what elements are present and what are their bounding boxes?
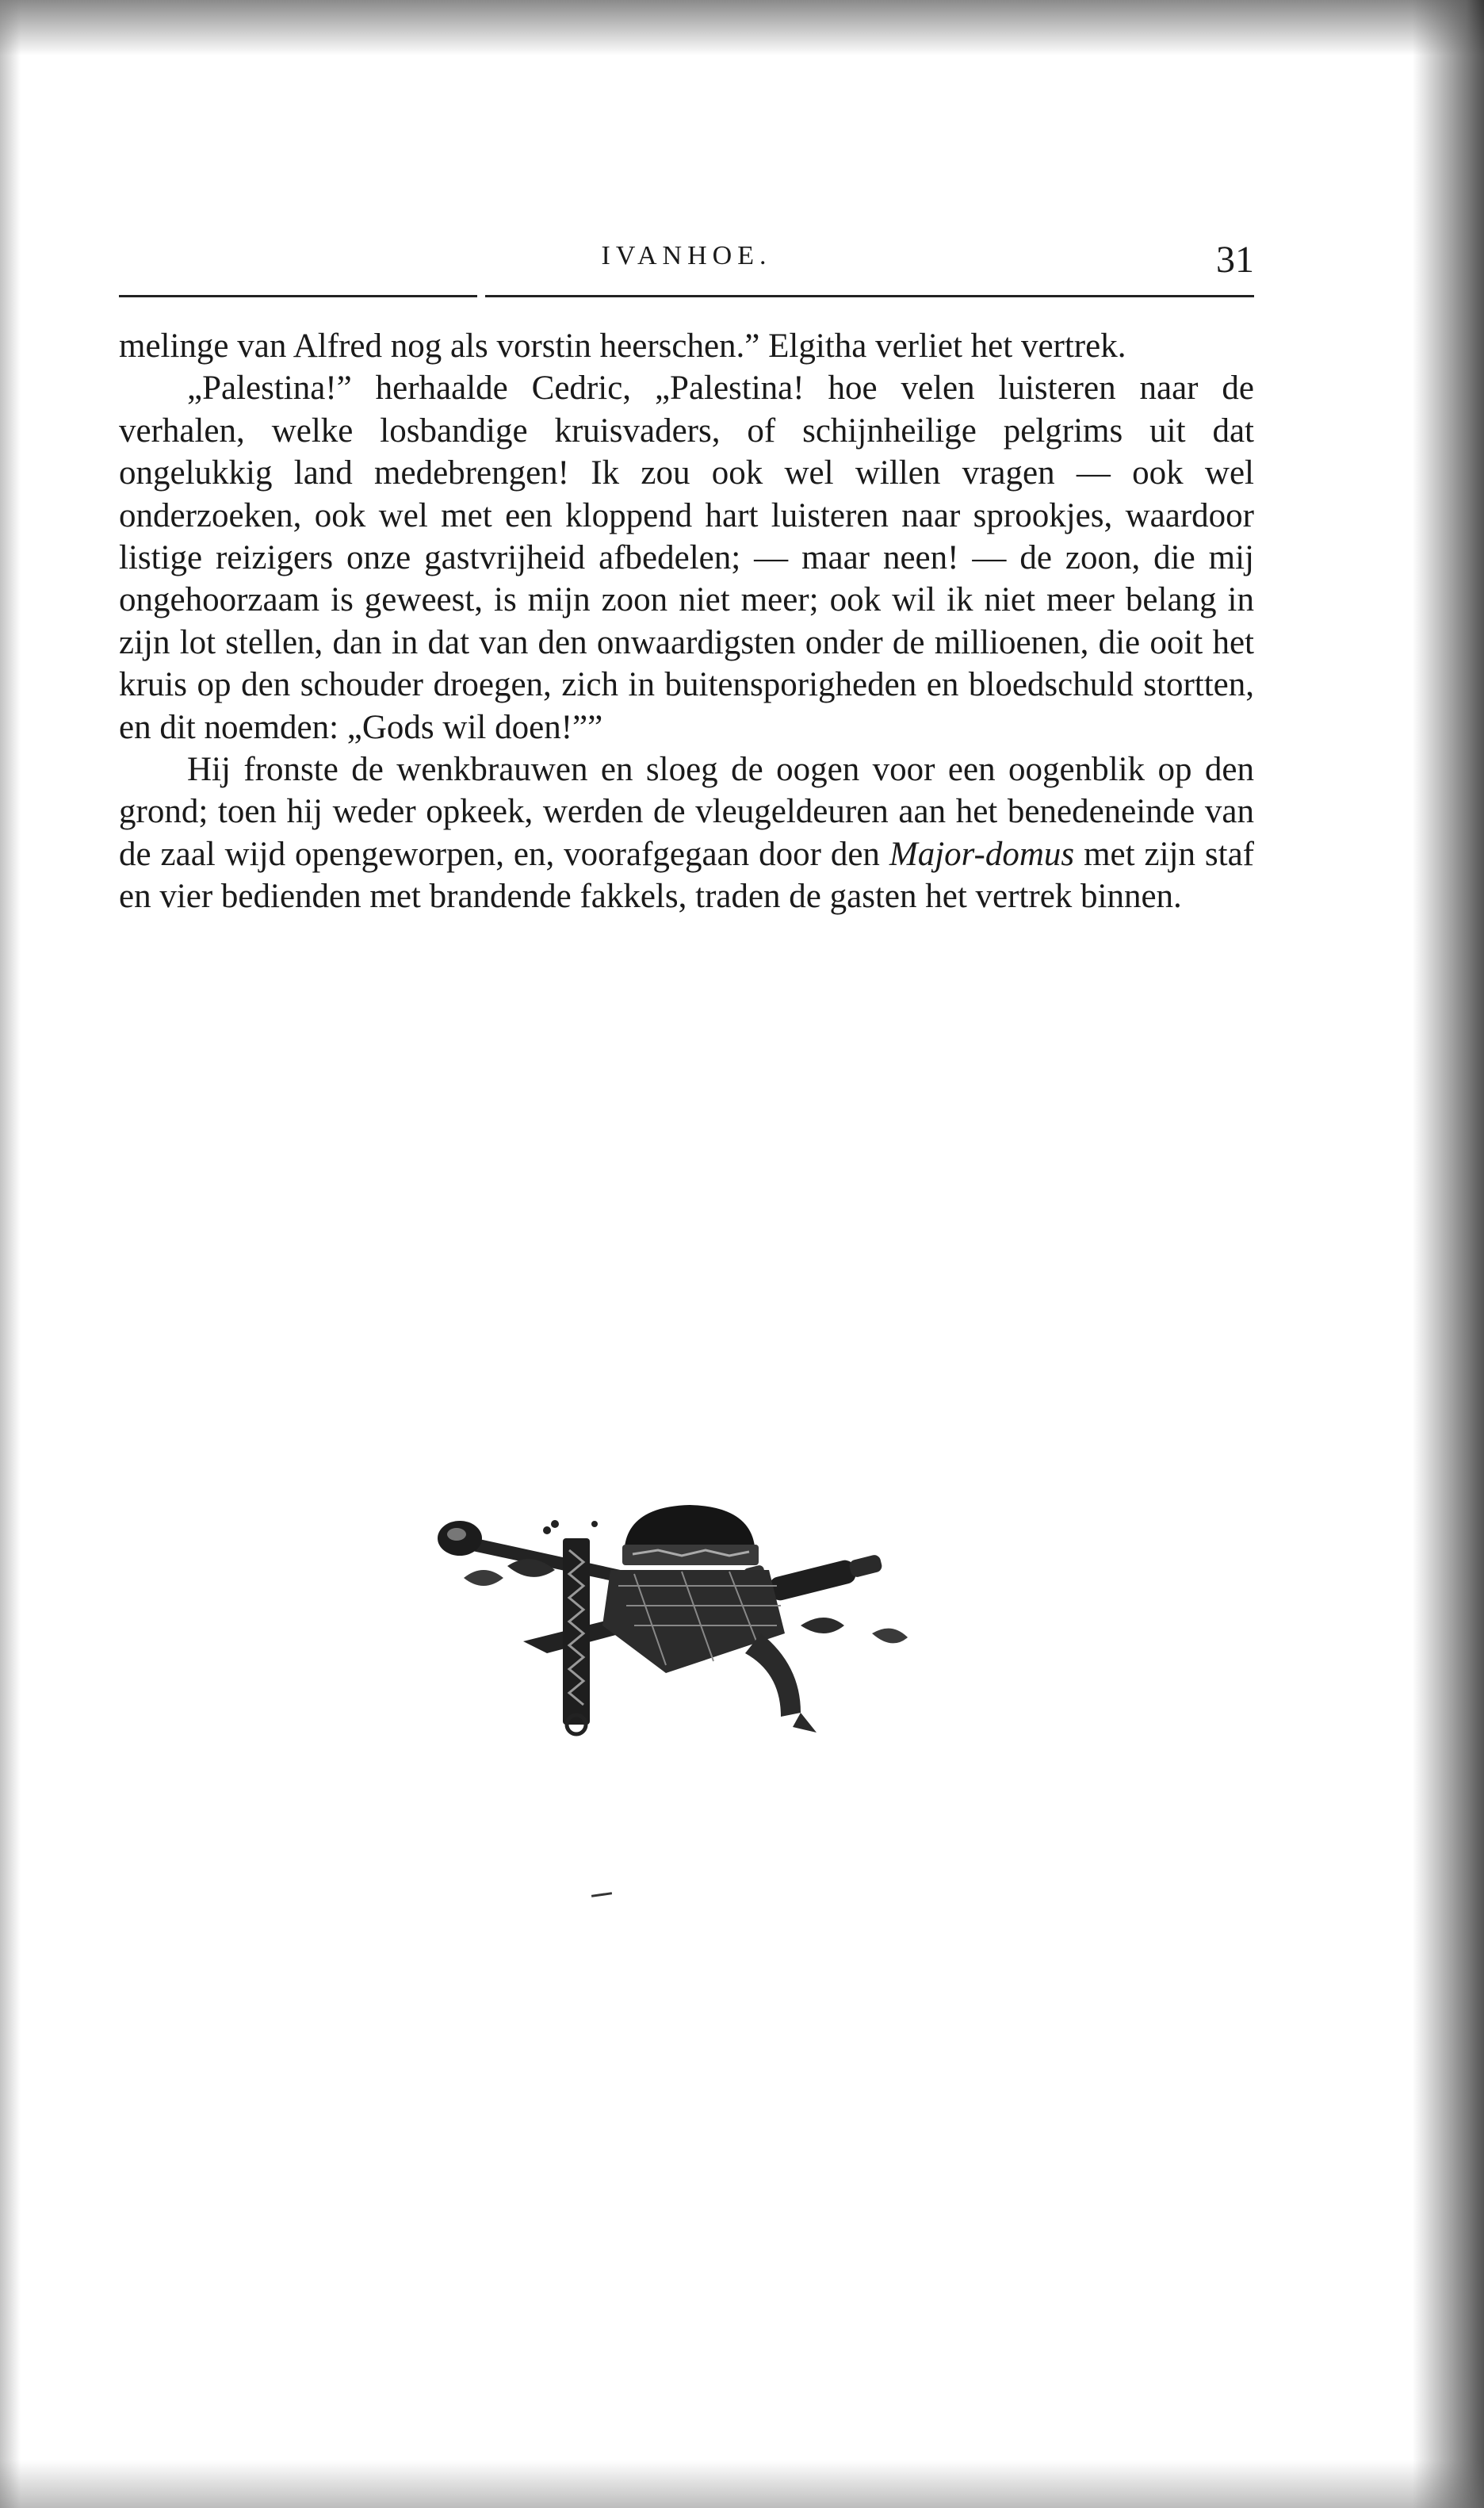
running-title: IVANHOE. [601,241,772,270]
page-number: 31 [1216,239,1254,281]
text-segment: „Palestina!” herhaalde Cedric, „Palestina! hoe velen luisteren naar de verhalen, welke losbandige kruisvaders, of schijnheilige pelgrims uit dat ongelukkig land medebrengen! Ik zou ook wel willen vragen — ook wel onderzoeken, ook wel met een kloppend hart luisteren naar sprookjes, waardoor listige reizigers onze gastvrijheid afbedelen; — maar neen! — de zoon, die mij ongehoorzaam is geweest, is mijn zoon niet meer; ook wil ik niet meer belang in zijn lot stellen, dan in dat van den onwaardigsten onder de millioenen, die ooit het kruis op den schouder droegen, zich in buitensporigheden en bloedschuld stortten, en dit noemden: „Gods wil doen!”” [119,369,1254,746]
paragraph [119,749,1254,918]
body-text [119,325,1254,918]
text-segment: met zijn staf en vier bedienden met brandende fakkels, traden de gasten het vertrek binnen. [119,835,1254,916]
text-segment: Hij fronste de wenkbrauwen en sloeg de oogen voor een oogenblik op den grond; toen hij weder opkeek, werden de vleugeldeuren aan het benedeneinde van de zaal wijd opengeworpen, en, voorafgegaan door den [119,751,1254,873]
scan-edge-top [0,0,1484,56]
stray-ink-mark [591,1892,612,1897]
page-header [119,238,1254,285]
paragraph [119,325,1254,367]
text-segment: melinge van Alfred nog als vorstin heerschen.” Elgitha verliet het vertrek. [119,327,1126,365]
crossed-mace-sword-cap-vignette-icon [428,1475,935,1736]
header-rule-left [119,295,477,297]
italic-text: Major-domus [889,835,1075,873]
paragraph [119,367,1254,749]
scan-edge-right [1413,0,1484,2508]
scan-edge-bottom [0,2460,1484,2508]
scan-edge-left [0,0,21,2508]
header-rule-right [485,295,1254,297]
